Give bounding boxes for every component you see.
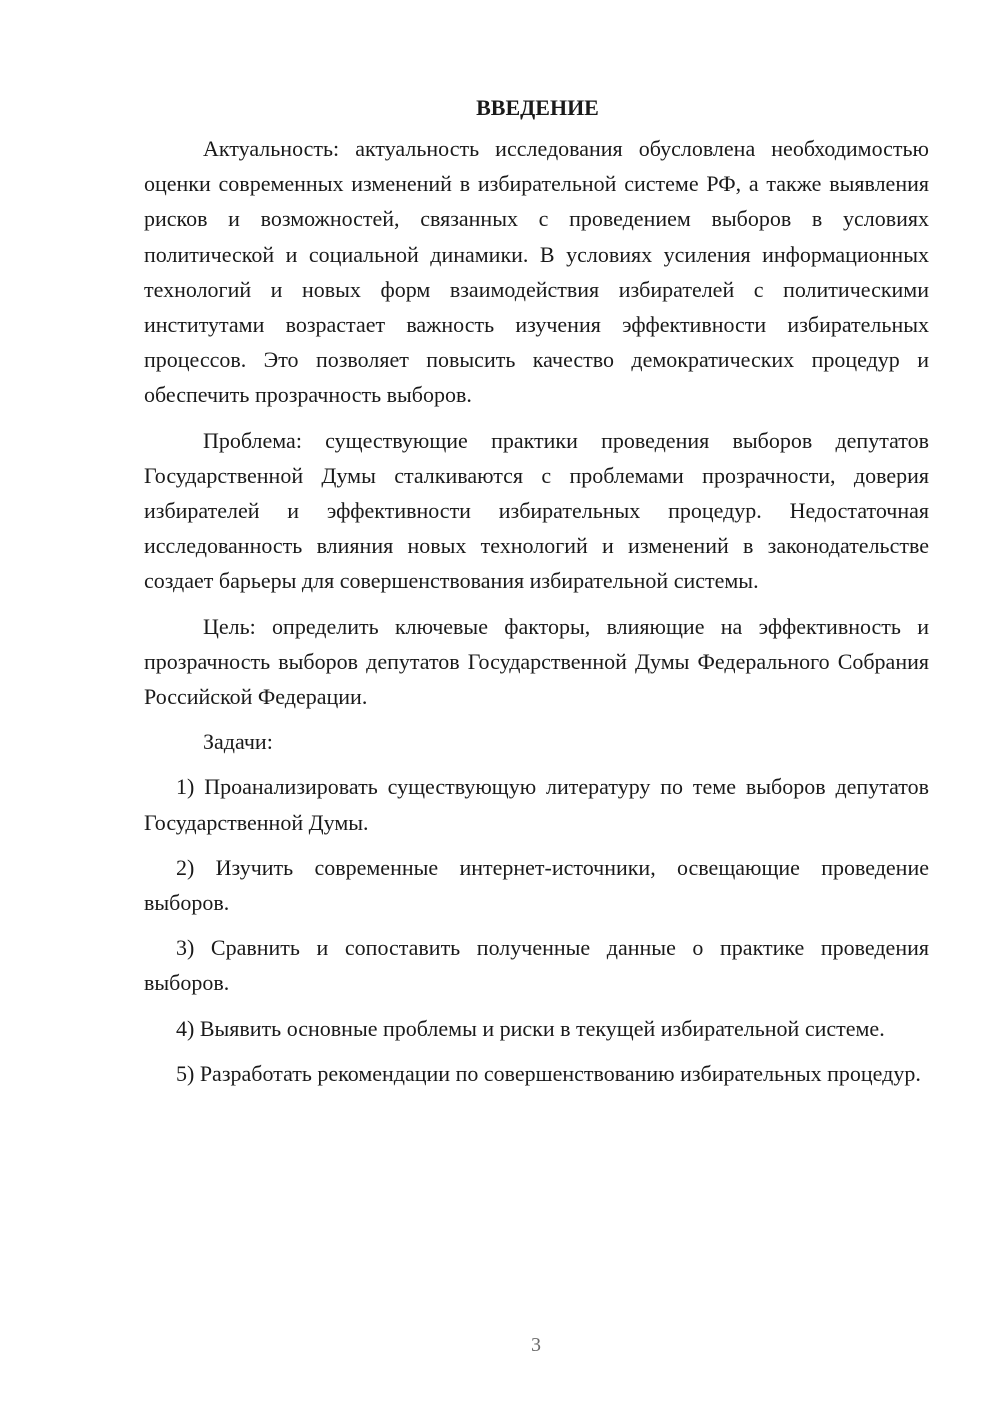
task-item-3: 3) Сравнить и сопоставить полученные данные о практике проведения выборов. <box>144 935 929 996</box>
task-item-5: 5) Разработать рекомендации по совершенствованию избирательных процедур. <box>176 1060 921 1086</box>
page-content <box>144 90 929 1091</box>
task-item-2: 2) Изучить современные интернет-источники, освещающие проведение выборов. <box>144 854 929 916</box>
page-number: 3 <box>531 1334 541 1356</box>
task-item-1: 1) Проанализировать существующую литературу по теме выборов депутатов Государственной Думы. <box>144 774 929 835</box>
section-title: ВВЕДЕНИЕ <box>476 95 599 120</box>
paragraph-goal: Цель: определить ключевые факторы, влияющие на эффективность и прозрачность выборов депутатов Государственной Думы Федерального Собрания Российской Федерации. <box>144 613 929 710</box>
task-item-4: 4) Выявить основные проблемы и риски в текущей избирательной системе. <box>176 1015 885 1041</box>
paragraph-tasks-heading: Задачи: <box>203 729 273 755</box>
paragraph-problem: Проблема: существующие практики проведения выборов депутатов Государственной Думы сталкиваются с проблемами прозрачности, доверия избирателей и эффективности избирательных процедур. Недостаточная исследованность влияния новых технологий и изменений в законодательстве создает барьеры для совершенствования избирательной системы. <box>144 427 929 594</box>
paragraph-relevance: Актуальность: актуальность исследования обусловлена необходимостью оценки современных изменений в избирательной системе РФ, а также выявления рисков и возможностей, связанных с проведением выборов в условиях политической и социальной динамики. В условиях усиления информационных технологий и новых форм взаимодействия избирателей с политическими институтами возрастает важность изучения эффективности избирательных процессов. Это позволяет повысить качество демократических процедур и обеспечить прозрачность выборов. <box>144 136 929 408</box>
